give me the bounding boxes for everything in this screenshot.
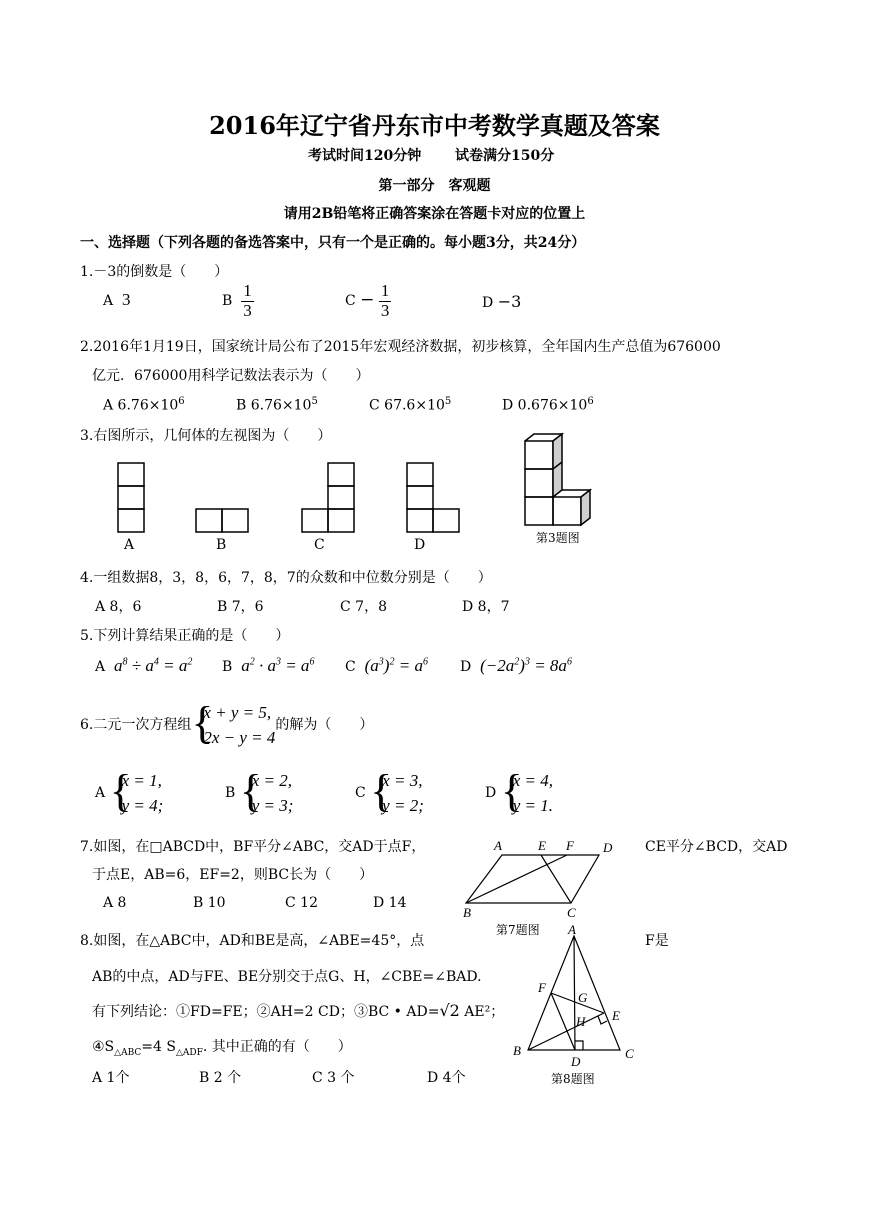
q8-stem-line1-right: F是	[645, 933, 669, 949]
exam-time: 考试时间120分钟	[308, 148, 422, 164]
q7-label-b: B	[463, 905, 471, 920]
q3-label-b: B	[216, 537, 227, 553]
q3-figure-caption: 第3题图	[536, 531, 580, 545]
q2-option-c: C $67.6\times 10^5$	[369, 396, 452, 414]
q7-label-e: E	[538, 838, 546, 853]
q8-label-h: H	[576, 1014, 586, 1029]
section-heading: 一、选择题（下列各题的备选答案中，只有一个是正确的。每小题3分，共24分）	[80, 235, 586, 251]
q6-option-b: B { x = 2, y = 3;	[225, 765, 294, 816]
q7-stem-line2: 于点E，AB=6，EF=2，则BC长为（ ）	[92, 867, 374, 883]
q3-stem: 3.右图所示，几何体的左视图为（ ）	[80, 428, 332, 444]
q7-label-d: D	[603, 840, 613, 855]
q8-stem-line2: AB的中点，AD与FE、BE分别交于点G、H，∠CBE=∠BAD.	[92, 969, 482, 985]
q1-option-a: A 3	[103, 290, 131, 309]
q7-figure-caption: 第7题图	[496, 923, 540, 937]
q7-label-f: F	[566, 838, 574, 853]
q2-option-a: A $6.76\times 10^6$	[103, 396, 185, 414]
q8-label-e: E	[612, 1008, 620, 1023]
q7-option-b: B 10	[193, 895, 226, 911]
q5-option-b: B $a^2 \cdot a^3 = a^6$	[222, 656, 315, 675]
q2-stem-line1: 2.2016年1月19日，国家统计局公布了2015年宏观经济数据，初步核算，全年国内生产总值为676000	[80, 339, 721, 355]
q7-option-c: C 12	[285, 895, 318, 911]
q8-stem-line1: 8.如图，在△ABC中，AD和BE是高，∠ABE=45°，点	[80, 933, 425, 949]
q2-stem-line2: 亿元．676000用科学记数法表示为（ ）	[92, 368, 370, 384]
q1-option-d: D −3	[482, 292, 522, 311]
q4-stem: 4.一组数据8，3，8，6，7，8，7的众数和中位数分别是（ ）	[80, 570, 492, 586]
page-title: 2016年辽宁省丹东市中考数学真题及答案	[209, 111, 660, 140]
q5-stem: 5.下列计算结果正确的是（ ）	[80, 628, 290, 644]
q7-option-d: D 14	[373, 895, 407, 911]
q4-option-b: B 7，6	[217, 599, 264, 615]
q1-option-b: B $\frac{1}{3}$	[222, 281, 252, 320]
part-heading: 第一部分 客观题	[378, 178, 491, 194]
q5-option-c: C $(a^3)^2 = a^6$	[345, 656, 428, 675]
q8-option-a: A 1个	[92, 1070, 130, 1086]
q3-label-c: C	[314, 537, 325, 553]
q6-option-d: D { x = 4, y = 1.	[485, 765, 553, 816]
instruction: 请用2B铅笔将正确答案涂在答题卡对应的位置上	[283, 206, 586, 222]
q3-label-d: D	[414, 537, 426, 553]
q8-label-g: G	[578, 990, 588, 1005]
q1-stem: 1.－3的倒数是（ ）	[80, 264, 229, 280]
q6-option-c: C { x = 3, y = 2;	[355, 765, 424, 816]
q5-option-d: D $(-2a^2)^3 = 8a^6$	[460, 656, 572, 675]
q7-stem-line1: 7.如图，在□ABCD中，BF平分∠ABC，交AD于点F，	[80, 839, 426, 855]
q5-option-a: A $a^8 \div a^4 = a^2$	[95, 656, 193, 675]
q1-option-c: C − $\frac{1}{3}$	[345, 281, 390, 320]
q8-label-f: F	[538, 980, 546, 995]
q7-option-a: A 8	[103, 895, 127, 911]
q7-label-c: C	[567, 905, 576, 920]
q2-option-d: D $0.676\times 10^6$	[502, 396, 594, 414]
q8-label-c: C	[625, 1046, 634, 1061]
q7-stem-line1-right: CE平分∠BCD，交AD	[645, 839, 788, 855]
q8-label-d: D	[571, 1054, 581, 1069]
q8-label-a: A	[568, 922, 576, 937]
q4-option-d: D 8，7	[462, 599, 510, 615]
q3-label-a: A	[124, 537, 135, 553]
q6-stem: 6.二元一次方程组 { x + y = 5, 2x − y = 4 的解为（ ）	[80, 697, 374, 748]
q8-stem-line4: $④S_{\triangle ABC}=4$ $S_{\triangle ADF}$. 其中正确的有（ ）	[92, 1039, 352, 1058]
q8-figure-caption: 第8题图	[551, 1072, 595, 1086]
exam-score: 试卷满分150分	[455, 148, 555, 164]
q6-option-a: A { x = 1, y = 4;	[95, 765, 164, 816]
q8-option-d: D 4个	[427, 1070, 466, 1086]
q4-option-c: C 7，8	[340, 599, 387, 615]
q4-option-a: A 8，6	[95, 599, 142, 615]
q8-stem-line3: 有下列结论：①FD=FE；②AH=2 CD；③BC • AD=√2 AE²；	[92, 1001, 505, 1020]
q7-label-a: A	[494, 838, 502, 853]
q2-option-b: B $6.76\times 10^5$	[236, 396, 318, 414]
q8-option-c: C 3 个	[312, 1070, 355, 1086]
q8-option-b: B 2 个	[199, 1070, 242, 1086]
q8-label-b: B	[513, 1043, 521, 1058]
